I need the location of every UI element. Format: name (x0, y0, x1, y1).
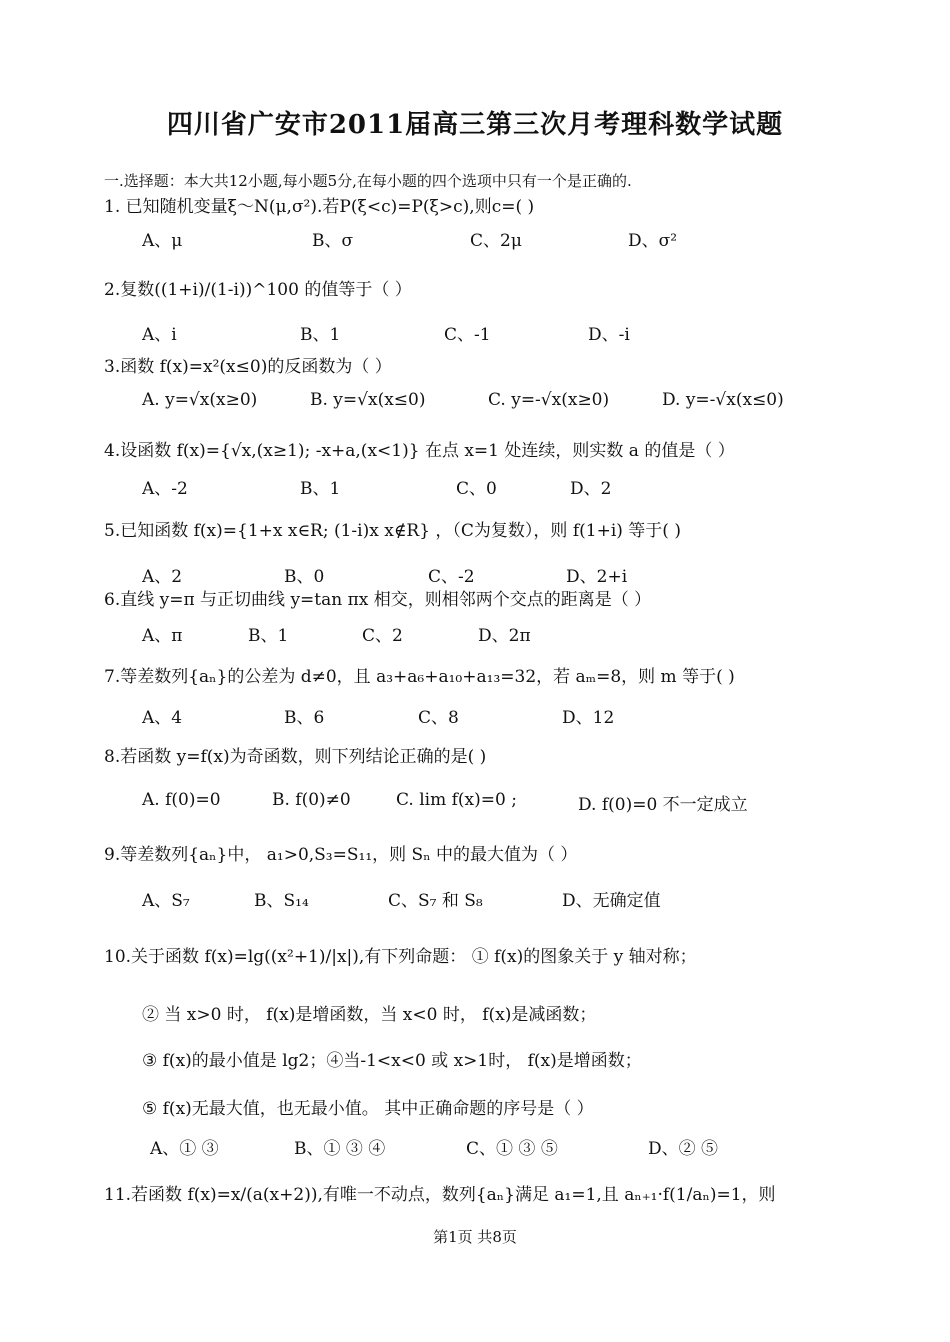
q8-option-c: C. lim f(x)=0 ; (396, 790, 517, 810)
q8-option-b: B. f(0)≠0 (272, 790, 351, 810)
q1-option-c: C、2μ (470, 231, 522, 251)
question-5-stem: 5.已知函数 f(x)={1+x x∈R; (1-i)x x∉R} ，（C为复数），则 f(1+i) 等于( ) (104, 521, 681, 541)
q5-option-c: C、-2 (428, 567, 475, 587)
q6-option-d: D、2π (478, 626, 531, 646)
q2-option-d: D、-i (588, 325, 630, 345)
section-header: 一.选择题：本大共12小题,每小题5分,在每小题的四个选项中只有一个是正确的. (104, 172, 632, 190)
q1-option-a: A、μ (142, 231, 183, 251)
q7-option-c: C、8 (418, 708, 459, 728)
question-9-stem: 9.等差数列{aₙ}中， a₁>0,S₃=S₁₁，则 Sₙ 中的最大值为（ ） (104, 845, 578, 865)
q10-statement-5: ⑤ f(x)无最大值，也无最小值。 其中正确命题的序号是（ ） (142, 1099, 594, 1119)
q9-option-a: A、S₇ (142, 891, 190, 911)
q10-statement-3-4: ③ f(x)的最小值是 lg2；④当-1<x<0 或 x>1时， f(x)是增函数； (142, 1051, 642, 1071)
q6-option-c: C、2 (362, 626, 403, 646)
q6-option-b: B、1 (248, 626, 289, 646)
q2-option-b: B、1 (300, 325, 341, 345)
page-title: 四川省广安市2011届高三第三次月考理科数学试题 (166, 110, 784, 140)
page-footer: 第1页 共8页 (433, 1228, 517, 1246)
q10-option-d: D、② ⑤ (648, 1139, 719, 1159)
q9-option-c: C、S₇ 和 S₈ (388, 891, 483, 911)
q3-option-a: A. y=√x(x≥0) (142, 390, 258, 410)
q7-option-a: A、4 (142, 708, 183, 728)
question-2-stem: 2.复数((1+i)/(1-i))^100 的值等于（ ） (104, 280, 412, 300)
q4-option-d: D、2 (570, 479, 612, 499)
q1-option-d: D、σ² (628, 231, 678, 251)
q6-option-a: A、π (142, 626, 183, 646)
q2-option-a: A、i (142, 325, 177, 345)
q5-option-d: D、2+i (566, 567, 628, 587)
q4-option-b: B、1 (300, 479, 341, 499)
q9-option-b: B、S₁₄ (254, 891, 309, 911)
q10-option-b: B、① ③ ④ (294, 1139, 386, 1159)
q3-option-c: C. y=-√x(x≥0) (488, 390, 610, 410)
q2-option-c: C、-1 (444, 325, 491, 345)
q7-option-d: D、12 (562, 708, 615, 728)
q9-option-d: D、无确定值 (562, 891, 661, 911)
question-1-stem: 1. 已知随机变量ξ～N(μ,σ²).若P(ξ<c)=P(ξ>c),则c=( ) (104, 197, 535, 217)
q10-option-a: A、① ③ (150, 1139, 219, 1159)
q3-option-b: B. y=√x(x≤0) (310, 390, 426, 410)
q8-option-a: A. f(0)=0 (142, 790, 221, 810)
question-8-stem: 8.若函数 y=f(x)为奇函数，则下列结论正确的是( ) (104, 747, 487, 767)
question-4-stem: 4.设函数 f(x)={√x,(x≥1); -x+a,(x<1)} 在点 x=1 处连续，则实数 a 的值是（ ） (104, 441, 735, 461)
q5-option-a: A、2 (142, 567, 183, 587)
q4-option-c: C、0 (456, 479, 497, 499)
question-6-stem: 6.直线 y=π 与正切曲线 y=tan πx 相交，则相邻两个交点的距离是（ ） (104, 590, 652, 610)
question-7-stem: 7.等差数列{aₙ}的公差为 d≠0，且 a₃+a₆+a₁₀+a₁₃=32，若 aₘ=8，则 m 等于( ) (104, 667, 735, 687)
q8-option-d: D. f(0)=0 不一定成立 (578, 795, 748, 815)
q5-option-b: B、0 (284, 567, 325, 587)
q10-statement-2: ② 当 x>0 时， f(x)是增函数，当 x<0 时， f(x)是减函数； (142, 1005, 597, 1025)
q3-option-d: D. y=-√x(x≤0) (662, 390, 784, 410)
question-3-stem: 3.函数 f(x)=x²(x≤0)的反函数为（ ） (104, 357, 392, 377)
q1-option-b: B、σ (312, 231, 354, 251)
q4-option-a: A、-2 (142, 479, 188, 499)
q7-option-b: B、6 (284, 708, 325, 728)
question-10-stem: 10.关于函数 f(x)=lg((x²+1)/|x|),有下列命题： ① f(x)的图象关于 y 轴对称； (104, 947, 697, 967)
question-11-stem: 11.若函数 f(x)=x/(a(x+2)),有唯一不动点，数列{aₙ}满足 a₁=1,且 aₙ₊₁·f(1/aₙ)=1，则 (104, 1185, 776, 1205)
q10-option-c: C、① ③ ⑤ (466, 1139, 558, 1159)
